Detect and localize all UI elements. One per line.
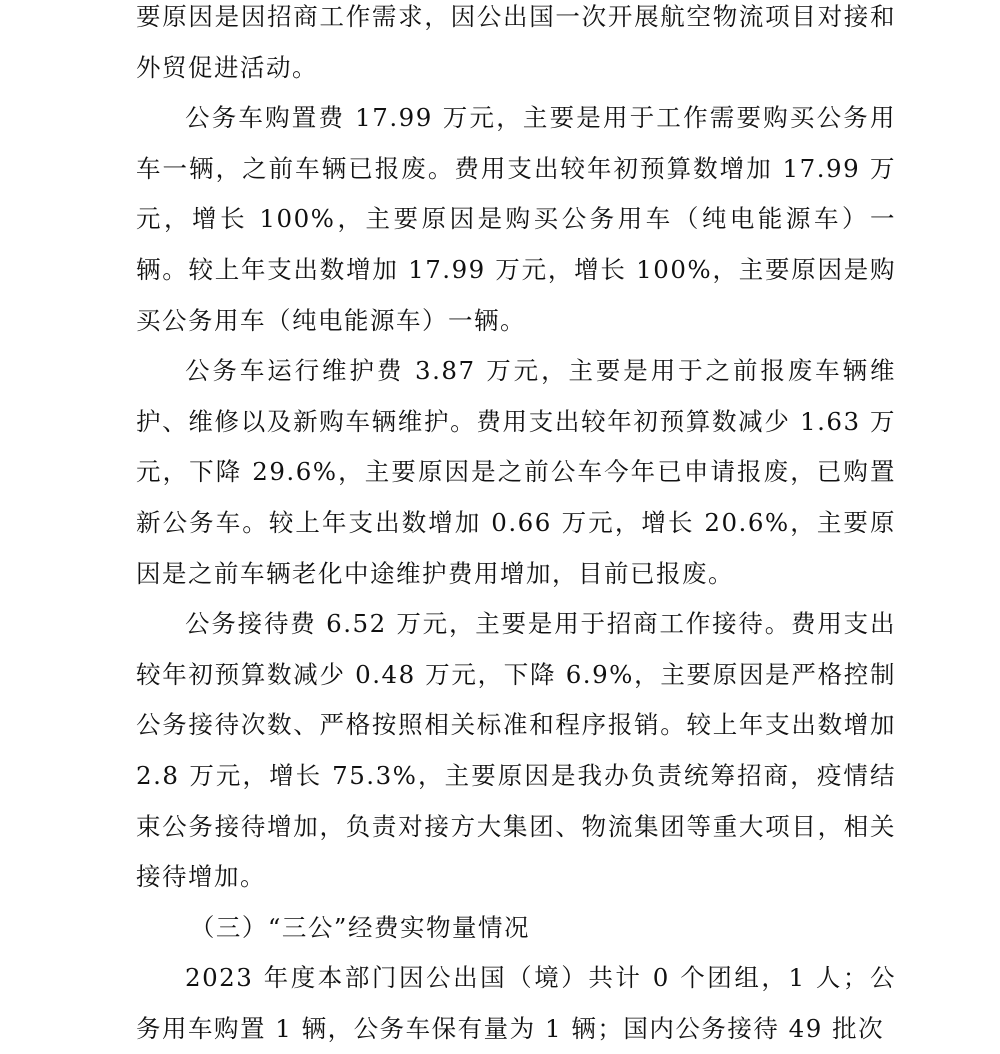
- paragraph-official-reception: 公务接待费 6.52 万元，主要是用于招商工作接待。费用支出较年初预算数减少 0.48 万元，下降 6.9%，主要原因是严格控制公务接待次数、严格按照相关标准和程序报销。较上年支出数增加 2.8 万元，增长 75.3%，主要原因是我办负责统筹招商，疫情结束公务接待增加，负责对接方大集团、物流集团等重大项目，相关接待增加。: [136, 609, 896, 892]
- paragraph-overseas-trip-reason: 要原因是因招商工作需求，因公出国一次开展航空物流项目对接和外贸促进活动。: [136, 2, 896, 82]
- paragraph-physical-quantity: 2023 年度本部门因公出国（境）共计 0 个团组，1 人；公务用车购置 1 辆，公务车保有量为 1 辆；国内公务接待 49 批次: [136, 963, 896, 1043]
- document-body: [136, 0, 896, 1054]
- paragraph-vehicle-purchase: 公务车购置费 17.99 万元，主要是用于工作需要购买公务用车一辆，之前车辆已报废。费用支出较年初预算数增加 17.99 万元，增长 100%，主要原因是购买公务用车（纯电能源车）一辆。较上年支出数增加 17.99 万元，增长 100%，主要原因是购买公务用车（纯电能源车）一辆。: [136, 103, 896, 335]
- section-heading: （三）“三公”经费实物量情况: [189, 912, 530, 942]
- paragraph-vehicle-maintenance: 公务车运行维护费 3.87 万元，主要是用于之前报废车辆维护、维修以及新购车辆维护。费用支出较年初预算数减少 1.63 万元，下降 29.6%，主要原因是之前公车今年已申请报废，已购置新公务车。较上年支出数增加 0.66 万元，增长 20.6%，主要原因是之前车辆老化中途维护费用增加，目前已报废。: [136, 356, 896, 588]
